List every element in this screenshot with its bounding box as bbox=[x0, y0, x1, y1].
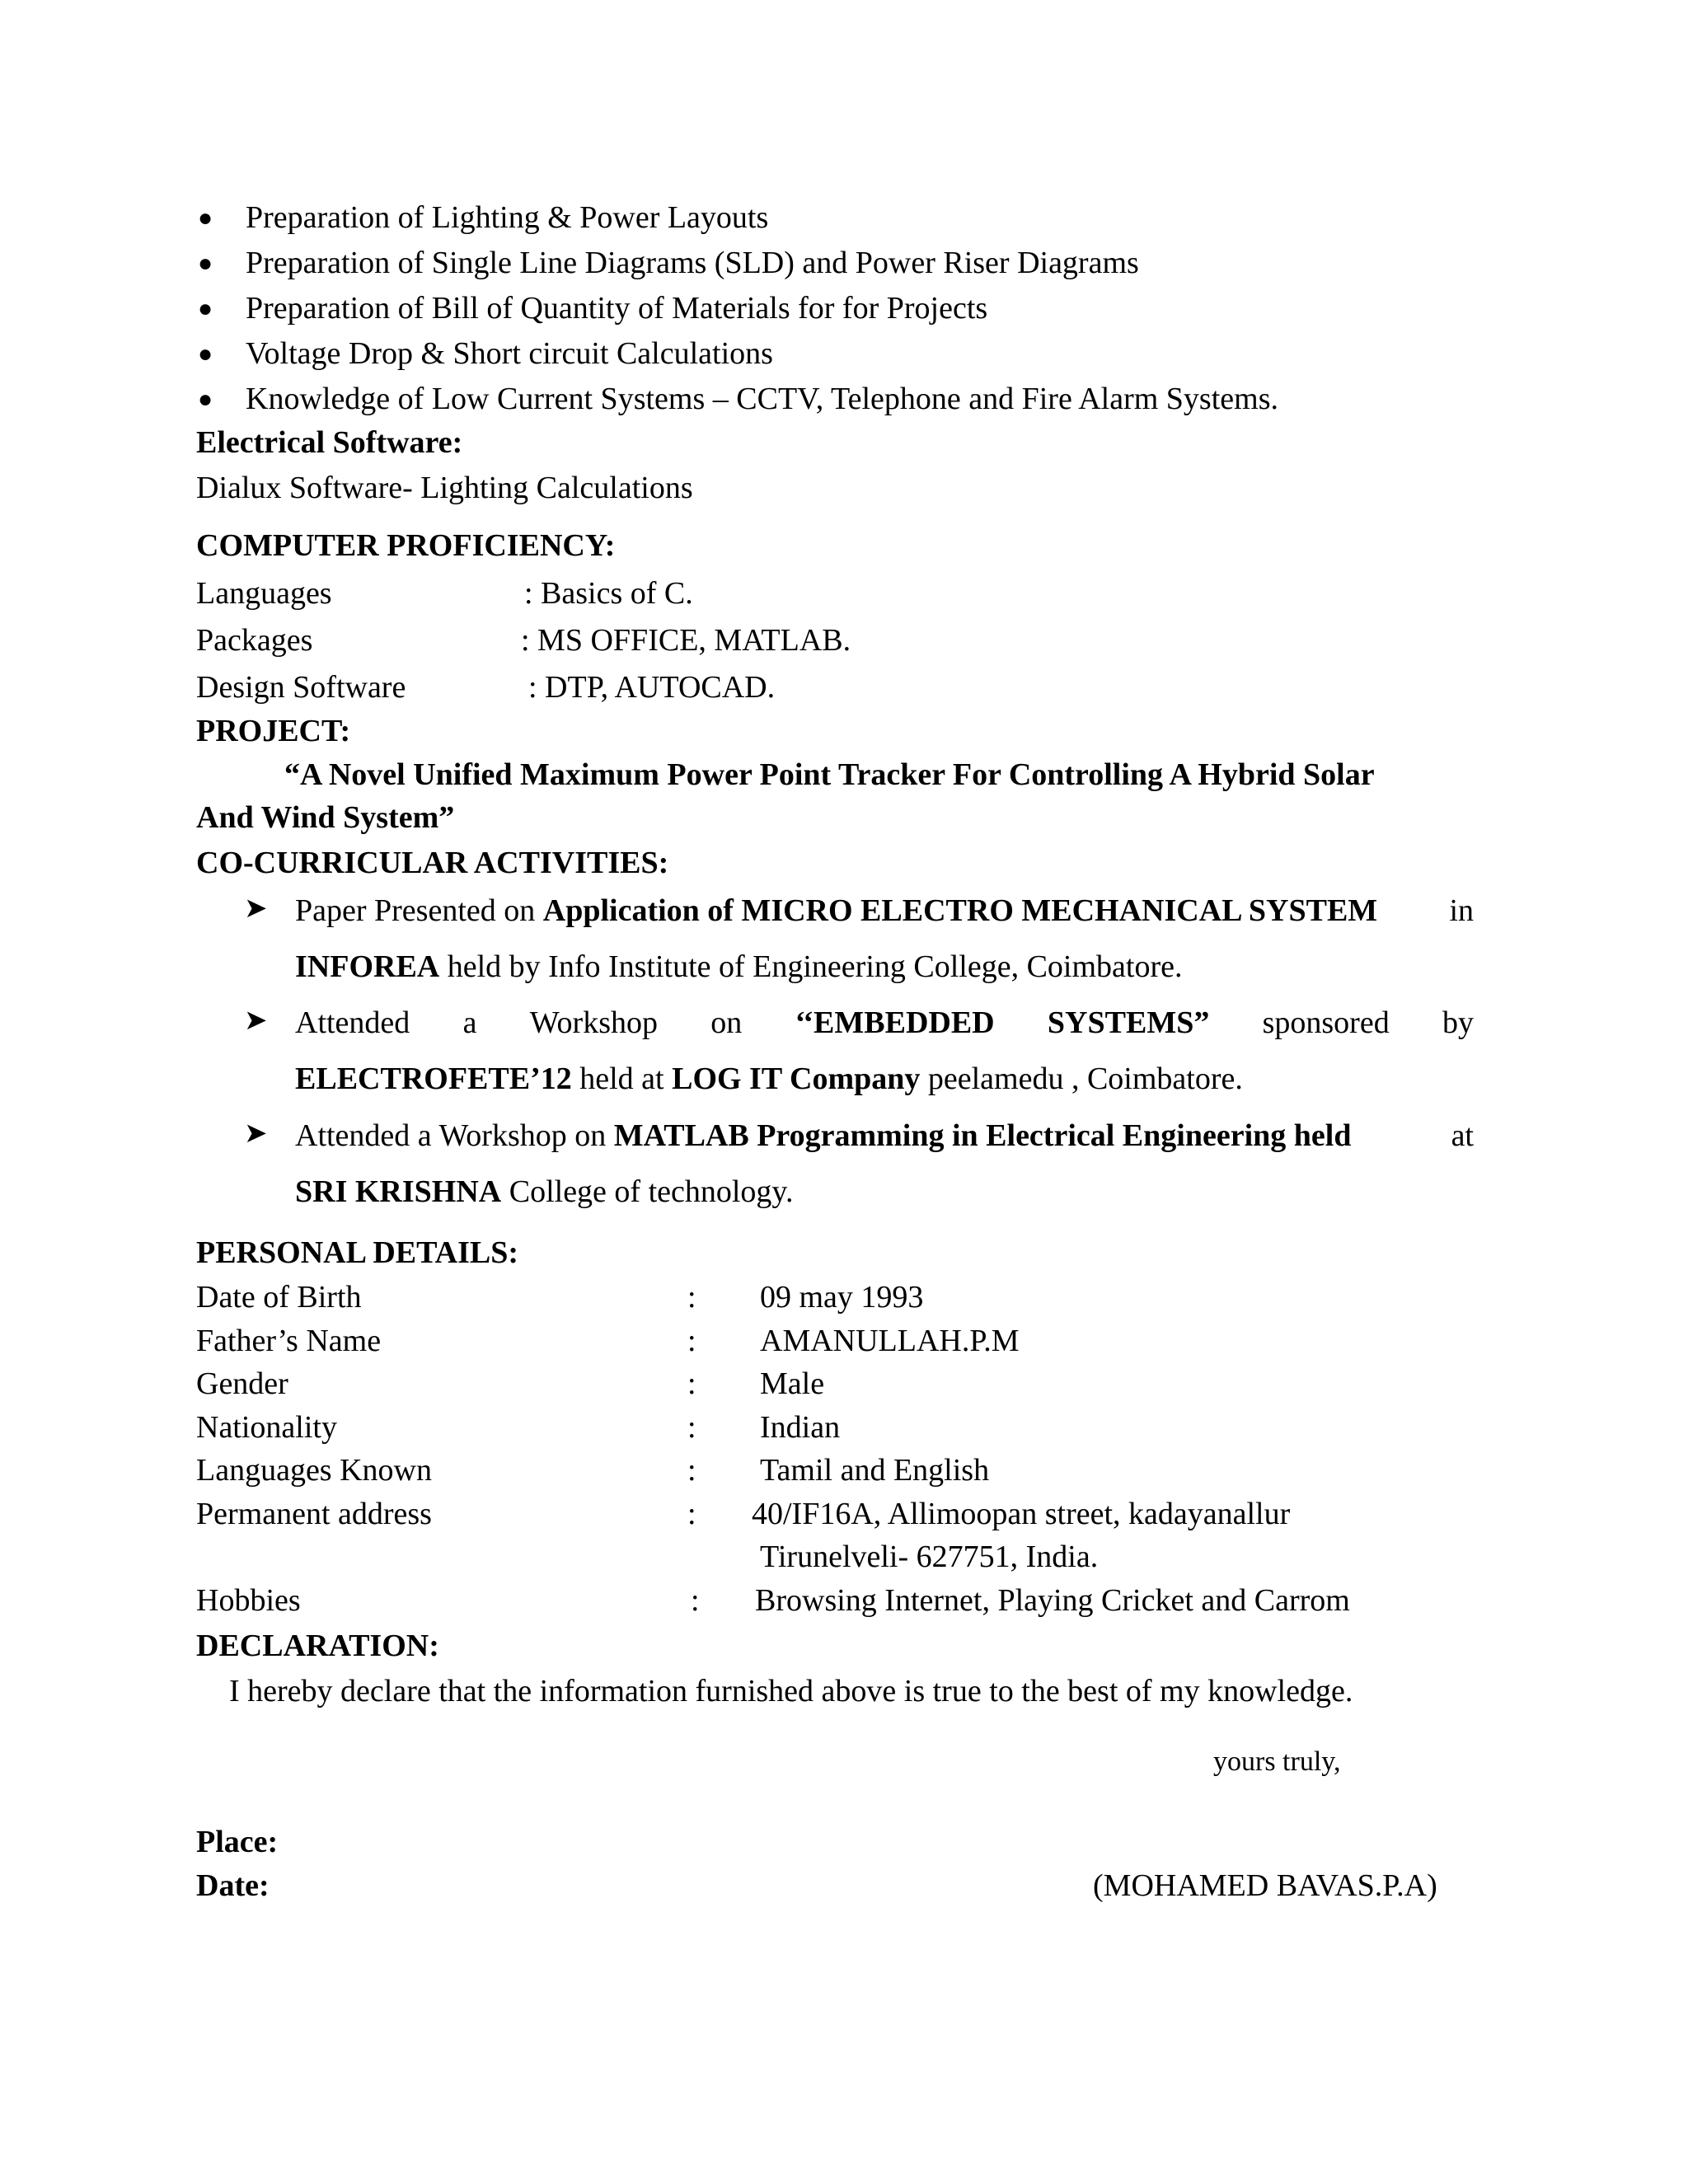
activity-item-1-line2: INFOREA held by Info Institute of Engineering College, Coimbatore. bbox=[295, 949, 1183, 984]
personal-details-heading: PERSONAL DETAILS: bbox=[196, 1235, 519, 1270]
activity-item-2-line2: ELECTROFETE’12 held at LOG IT Company peelamedu , Coimbatore. bbox=[295, 1062, 1243, 1096]
list-item: Preparation of Single Line Diagrams (SLD) and Power Riser Diagrams bbox=[246, 246, 1139, 280]
personal-colon: : bbox=[687, 1280, 696, 1315]
project-title-line1: “A Novel Unified Maximum Power Point Tracker For Controlling A Hybrid Solar bbox=[284, 757, 1375, 792]
activity-item-3-line2: SRI KRISHNA College of technology. bbox=[295, 1174, 794, 1209]
personal-value: Tamil and English bbox=[760, 1453, 990, 1488]
computer-proficiency-heading: COMPUTER PROFICIENCY: bbox=[196, 528, 616, 563]
personal-label: Gender bbox=[196, 1366, 288, 1401]
activity-item-3-line1 bbox=[295, 1118, 1474, 1155]
computer-label: Design Software bbox=[196, 670, 406, 705]
declaration-heading: DECLARATION: bbox=[196, 1629, 439, 1663]
personal-label: Hobbies bbox=[196, 1583, 301, 1618]
personal-label: Languages Known bbox=[196, 1453, 432, 1488]
place-label: Place: bbox=[196, 1825, 279, 1859]
activity-item-1-line1 bbox=[295, 893, 1474, 930]
activity-text-segment: in bbox=[1449, 893, 1474, 928]
list-item: Preparation of Bill of Quantity of Materials for for Projects bbox=[246, 291, 988, 326]
arrow-bullet-icon: ➤ bbox=[244, 1117, 268, 1150]
declaration-text: I hereby declare that the information furnished above is true to the best of my knowledge. bbox=[229, 1674, 1353, 1708]
personal-colon: : bbox=[687, 1410, 696, 1445]
bullet-icon: ● bbox=[198, 250, 213, 277]
signature-name: (MOHAMED BAVAS.P.A) bbox=[1093, 1868, 1437, 1903]
bullet-icon: ● bbox=[198, 204, 213, 232]
bullet-icon: ● bbox=[198, 340, 213, 368]
personal-value: Browsing Internet, Playing Cricket and Carrom bbox=[755, 1583, 1350, 1618]
computer-value: : Basics of C. bbox=[524, 576, 693, 611]
personal-value: AMANULLAH.P.M bbox=[760, 1324, 1020, 1358]
computer-value: : MS OFFICE, MATLAB. bbox=[521, 623, 851, 658]
date-label: Date: bbox=[196, 1868, 270, 1903]
personal-label: Nationality bbox=[196, 1410, 337, 1445]
personal-colon: : bbox=[687, 1497, 696, 1531]
personal-label: Date of Birth bbox=[196, 1280, 362, 1315]
list-item: Voltage Drop & Short circuit Calculations bbox=[246, 336, 773, 371]
personal-value: 40/IF16A, Allimoopan street, kadayanallur bbox=[752, 1497, 1291, 1531]
electrical-software-text: Dialux Software- Lighting Calculations bbox=[196, 471, 693, 505]
computer-label: Languages bbox=[196, 576, 332, 611]
arrow-bullet-icon: ➤ bbox=[244, 1004, 268, 1037]
electrical-software-heading: Electrical Software: bbox=[196, 425, 463, 460]
activity-text-segment: Attended a Workshop on MATLAB Programming in Electrical Engineering held bbox=[295, 1118, 1352, 1153]
arrow-bullet-icon: ➤ bbox=[244, 892, 268, 925]
cocurricular-heading: CO-CURRICULAR ACTIVITIES: bbox=[196, 846, 669, 880]
closing-text: yours truly, bbox=[1213, 1746, 1341, 1777]
personal-value: 09 may 1993 bbox=[760, 1280, 924, 1315]
address-line2: Tirunelveli- 627751, India. bbox=[760, 1540, 1099, 1574]
personal-value: Male bbox=[760, 1366, 825, 1401]
computer-label: Packages bbox=[196, 623, 313, 658]
personal-colon: : bbox=[687, 1324, 696, 1358]
personal-label: Father’s Name bbox=[196, 1324, 382, 1358]
bullet-icon: ● bbox=[198, 295, 213, 322]
computer-value: : DTP, AUTOCAD. bbox=[528, 670, 776, 705]
activity-text-segment: at bbox=[1451, 1118, 1474, 1153]
activity-item-2-line1: Attended a Workshop on ‘‘EMBEDDED SYSTEMS” sponsored by bbox=[295, 1005, 1474, 1040]
personal-colon: : bbox=[687, 1453, 696, 1488]
activity-text-segment: Paper Presented on Application of MICRO ELECTRO MECHANICAL SYSTEM bbox=[295, 893, 1378, 928]
project-heading: PROJECT: bbox=[196, 714, 351, 748]
list-item: Knowledge of Low Current Systems – CCTV, Telephone and Fire Alarm Systems. bbox=[246, 382, 1278, 416]
personal-colon: : bbox=[687, 1366, 696, 1401]
list-item: Preparation of Lighting & Power Layouts bbox=[246, 200, 769, 235]
project-title-line2: And Wind System” bbox=[196, 800, 455, 835]
personal-colon: : bbox=[691, 1583, 700, 1618]
bullet-icon: ● bbox=[198, 386, 213, 413]
personal-value: Indian bbox=[760, 1410, 841, 1445]
personal-label: Permanent address bbox=[196, 1497, 432, 1531]
